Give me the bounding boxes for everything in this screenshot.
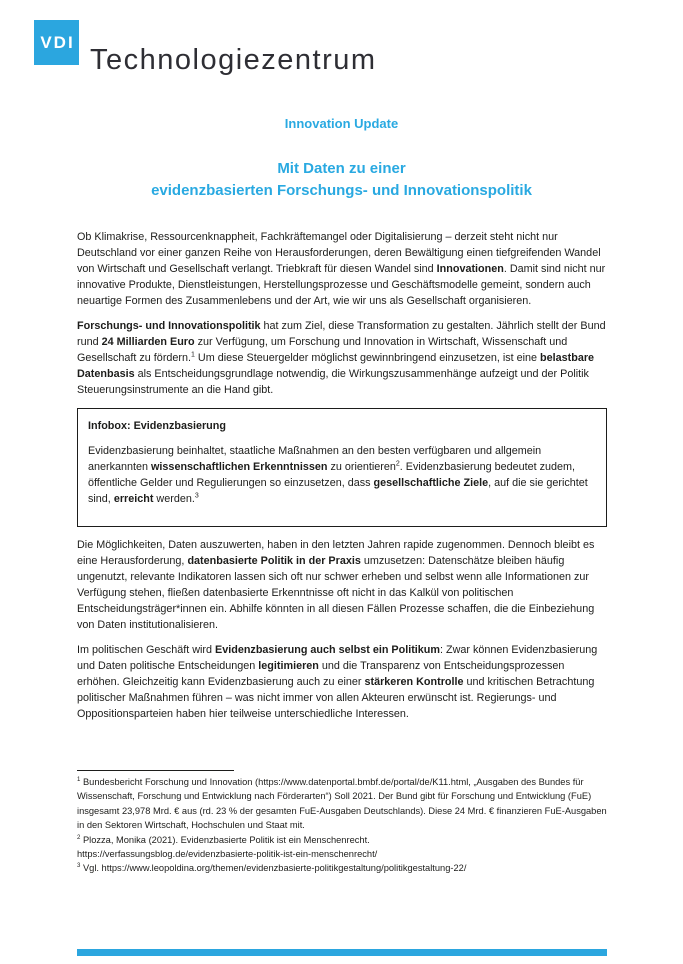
vdi-logo	[34, 20, 79, 65]
footnotes-section	[77, 770, 607, 876]
page-title-line2: evidenzbasierten Forschungs- und Innovationspolitik	[151, 182, 532, 199]
brand-wordmark: Technologiezentrum	[90, 44, 377, 76]
footnote-2: $^2$ Plozza, Monika (2021). Evidenzbasierte Politik ist ein Menschenrecht. https://verfassungsblog.de/evidenzbasierte-politik-ist-ein-menschenrecht/	[77, 834, 378, 860]
vdi-logo-text: VDI	[40, 33, 75, 52]
footer-accent-bar	[77, 949, 607, 956]
body-content	[77, 229, 607, 731]
series-kicker: Innovation Update	[284, 116, 399, 131]
infobox	[77, 408, 607, 527]
body-paragraph: Im politischen Geschäft wird Evidenzbasierung auch selbst ein Politikum: Zwar können Evidenzbasierung und Daten politische Entscheidungen legitimieren und die Transparenz von Entscheidungsprozessen erhöhen. Gleichzeitig kann Evidenzbasierung auch zu einer stärkeren Kontrolle und kritischen Betrachtung politischer Maßnahmen führen – was nicht immer von allen Akteuren erwünscht ist. Regierungs- und Oppositionsparteien haben hier teilweise unterschiedliche Interessen.	[77, 644, 598, 720]
body-paragraph: Ob Klimakrise, Ressourcenknappheit, Fachkräftemangel oder Digitalisierung – derzeit steht nicht nur Deutschland vor einer ganzen Reihe von Herausforderungen, deren Bewältigung einen tiefgreifenden Wandel von Wirtschaft und Gesellschaft verlangt. Triebkraft für diesen Wandel sind Innovationen. Damit sind nicht nur innovative Produkte, Dienstleistungen, Herstellungsprozesse und Geschäftsmodelle gemeint, sondern auch neuartige Formen des Zusammenlebens und der Art, wie wir uns als Gesellschaft organisieren.	[77, 231, 606, 307]
footnote-1: $^1$ Bundesbericht Forschung und Innovation (https://www.datenportal.bmbf.de/portal/de/K11.html, „Ausgaben des Bundes für Wissenschaft, Forschung und Entwicklung nach Förderarten“) Soll 2021. Der Bund gibt für Forschung und Entwicklung (FuE) insgesamt 23,978 Mrd. € aus (rd. 23 % der gesamten FuE-Ausgaben Deutschlands). Diese 24 Mrd. € finanzieren FuE-Ausgaben in den Sektoren Wirtschaft, Hochschulen und Staat mit.	[77, 776, 607, 831]
infobox-content: Evidenzbasierung beinhaltet, staatliche Maßnahmen an den besten verfügbaren und allgemein anerkannten wissenschaftlichen Erkenntnissen zu orientieren$^2$. Evidenzbasierung bedeutet zudem, öffentliche Gelder und Regulierungen so einzusetzen, dass gesellschaftliche Ziele, auf die sie gerichtet sind, erreicht werden.$^3$	[88, 445, 588, 505]
footnote-separator	[77, 770, 234, 771]
page-title	[0, 158, 683, 202]
infobox-title: Infobox: Evidenzbasierung	[88, 420, 226, 432]
footnote-3: $^3$ Vgl. https://www.leopoldina.org/themen/evidenzbasierte-politikgestaltung/politikgestaltung-22/	[77, 863, 467, 874]
body-paragraph: Die Möglichkeiten, Daten auszuwerten, haben in den letzten Jahren rapide zugenommen. Dennoch bleibt es eine Herausforderung, datenbasierte Politik in der Praxis umzusetzen: Datenschätze bleiben häufig ungenutzt, relevante Indikatoren lassen sich oft nur schwer erheben und selbst wenn alle Informationen zur Verfügung stehen, fließen datenbasierte Erkenntnisse oft nicht in das Kalkül von politischen Entscheidungsträger*innen ein. Abhilfe könnten in all diesen Fällen Prozesse schaffen, die die Einbeziehung von Daten institutionalisieren.	[77, 539, 595, 631]
page-title-line1: Mit Daten zu einer	[277, 160, 406, 177]
body-paragraph: Forschungs- und Innovationspolitik hat zum Ziel, diese Transformation zu gestalten. Jährlich stellt der Bund rund 24 Milliarden Euro zur Verfügung, um Forschung und Innovation in Wirtschaft, Wissenschaft und Gesellschaft zu fördern.$^1$ Um diese Steuergelder möglichst gewinnbringend einzusetzen, ist eine belastbare Datenbasis als Entscheidungsgrundlage notwendig, die Wirkungszusammenhänge aufzeigt und der Politik Steuerungsinstrumente an die Hand gibt.	[77, 320, 606, 396]
